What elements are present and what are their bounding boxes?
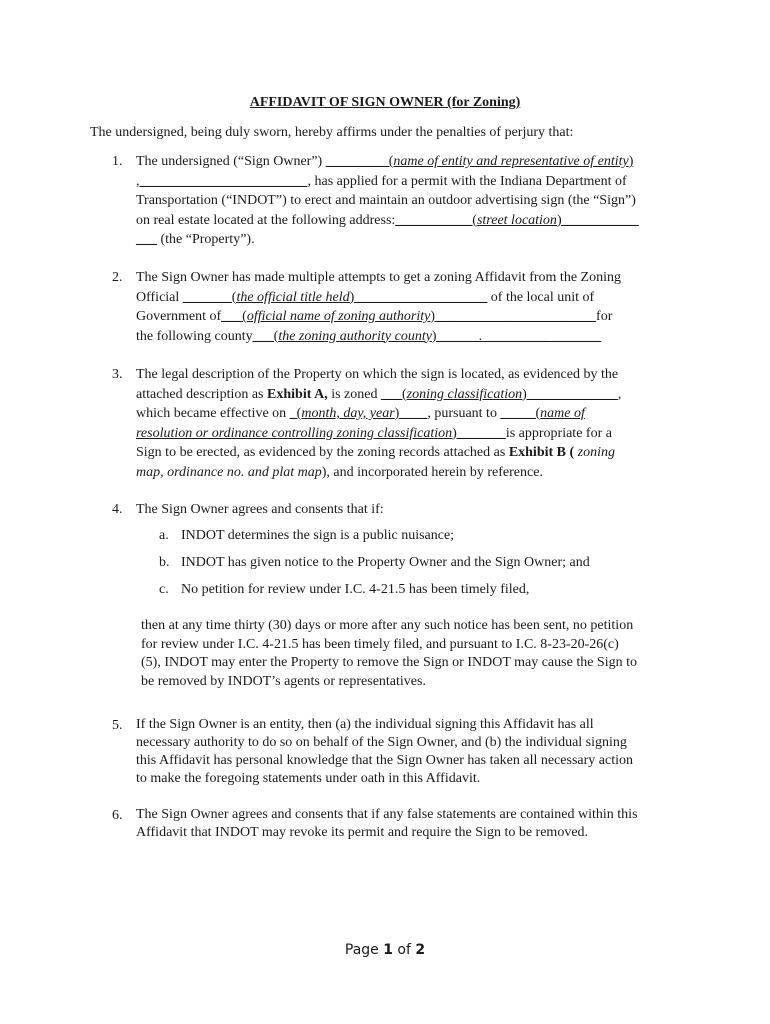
- item-2-text: [136, 268, 681, 346]
- page-footer: [0, 942, 770, 958]
- exhibit-b-label: Exhibit B (: [508, 445, 575, 460]
- text-run: Sign to be erected, as evidenced by the zoning records attached as: [136, 445, 509, 460]
- text-run: ,: [617, 386, 622, 402]
- text-line: If the Sign Owner is an entity, then (a) the individual signing this Affidavit has all: [136, 717, 594, 732]
- text-line: The Sign Owner agrees and consents that if:: [136, 502, 384, 517]
- intro-statement: The undersigned, being duly sworn, hereby affirms under the penalties of perjury that:: [90, 125, 574, 140]
- text-line: necessary authority to do so on behalf of the Sign Owner, and (b) the individual signing: [136, 735, 627, 750]
- blank-field-entity-cont: ,________________________,: [136, 173, 311, 189]
- item-6-text: [136, 806, 681, 842]
- text-run: map, ordinance no. and plat map: [136, 464, 322, 480]
- page-of-label: of: [392, 942, 416, 958]
- text-run: attached description as: [136, 386, 268, 402]
- text-run: is zoned: [327, 386, 381, 402]
- text-run: Government of: [136, 309, 222, 324]
- text-line: The legal description of the Property on which the sign is located, as evidenced by the: [136, 367, 619, 382]
- text-run: Official: [136, 289, 183, 305]
- text-run: (the “Property”).: [157, 232, 255, 247]
- sub-item-text: INDOT has given notice to the Property Owner and the Sign Owner; and: [181, 555, 590, 570]
- text-line: Affidavit that INDOT may revoke its permit and require the Sign to be removed.: [136, 825, 589, 840]
- blank-field-resolution-cont: resolution or ordinance controlling zoning classification)_______: [136, 425, 506, 441]
- item-1-text: [136, 152, 681, 250]
- total-page-number: 2: [415, 942, 426, 958]
- text-line: Transportation (“INDOT”) to erect and maintain an outdoor advertising sign (the “Sign”): [136, 193, 636, 208]
- text-run: the following county: [136, 328, 253, 344]
- text-run: The undersigned (“Sign Owner”): [136, 154, 326, 169]
- text-line: this Affidavit has personal knowledge that the Sign Owner has taken all necessary action: [136, 753, 633, 768]
- blank-field-street: ___________(street location)___________: [395, 212, 639, 228]
- sub-item-text: INDOT determines the sign is a public nuisance;: [181, 528, 455, 543]
- blank-field-street-cont: ___: [136, 232, 157, 247]
- blank-field-entity: _________(name of entity and representative of entity): [325, 154, 634, 169]
- sub-item-letter: c.: [159, 582, 169, 597]
- sub-item-text: No petition for review under I.C. 4-21.5 has been timely filed,: [181, 582, 530, 597]
- text-run: ), and incorporated herein by reference.: [321, 464, 543, 480]
- item-4-consequence: [141, 617, 686, 692]
- item-5-text: [136, 716, 681, 788]
- item-number-3: 3.: [112, 367, 123, 382]
- text-run: has applied for a permit with the Indiana Department of: [311, 173, 627, 189]
- text-line: (5), INDOT may enter the Property to remove the Sign or INDOT may cause the Sign to: [141, 655, 637, 671]
- current-page-number: 1: [383, 942, 393, 958]
- text-run: of the local unit of: [487, 289, 595, 305]
- item-number-6: 6.: [112, 808, 123, 823]
- exhibit-a-label: Exhibit A,: [267, 386, 328, 402]
- blank-field-zoning-class: ___(zoning classification)_____________: [380, 386, 618, 402]
- item-number-4: 4.: [112, 502, 123, 517]
- item-4-text: [136, 500, 681, 520]
- text-run: is appropriate for a: [505, 425, 612, 441]
- item-number-2: 2.: [112, 270, 123, 285]
- blank-field-official-title: _______(the official title held)___________________: [182, 289, 488, 305]
- text-run: which became effective on: [136, 406, 290, 421]
- text-line: then at any time thirty (30) days or more after any such notice has been sent, no petition: [141, 618, 634, 633]
- sub-item-letter: a.: [159, 528, 169, 543]
- document-title: AFFIDAVIT OF SIGN OWNER (for Zoning): [249, 95, 521, 110]
- text-run: , pursuant to: [427, 406, 501, 421]
- text-line: The Sign Owner agrees and consents that if any false statements are contained within this: [136, 807, 638, 822]
- item-number-1: 1.: [112, 154, 123, 169]
- blank-field-zoning-authority: ___(official name of zoning authority)_______________________: [221, 309, 597, 324]
- blank-field-effective-date: _(month, day, year)____: [289, 406, 428, 421]
- text-line: to make the foregoing statements under oath in this Affidavit.: [136, 771, 481, 786]
- text-line: The Sign Owner has made multiple attempts to get a zoning Affidavit from the Zoning: [136, 270, 621, 285]
- item-number-5: 5.: [112, 718, 123, 733]
- sub-item-letter: b.: [159, 555, 170, 570]
- text-line: for review under I.C. 4-21.5 has been timely filed, and pursuant to I.C. 8-23-20-26(c): [141, 636, 619, 652]
- text-run: on real estate located at the following address:: [136, 212, 396, 228]
- text-line: be removed by INDOT’s agents or representatives.: [141, 674, 426, 690]
- blank-field-county: ___(the zoning authority county)______. _________ _______: [252, 328, 602, 344]
- text-run: zoning: [574, 445, 616, 460]
- text-run: for: [596, 309, 613, 324]
- item-3-text: [136, 365, 681, 482]
- page-label: Page: [344, 942, 384, 958]
- blank-field-resolution: _____(name of: [500, 406, 585, 421]
